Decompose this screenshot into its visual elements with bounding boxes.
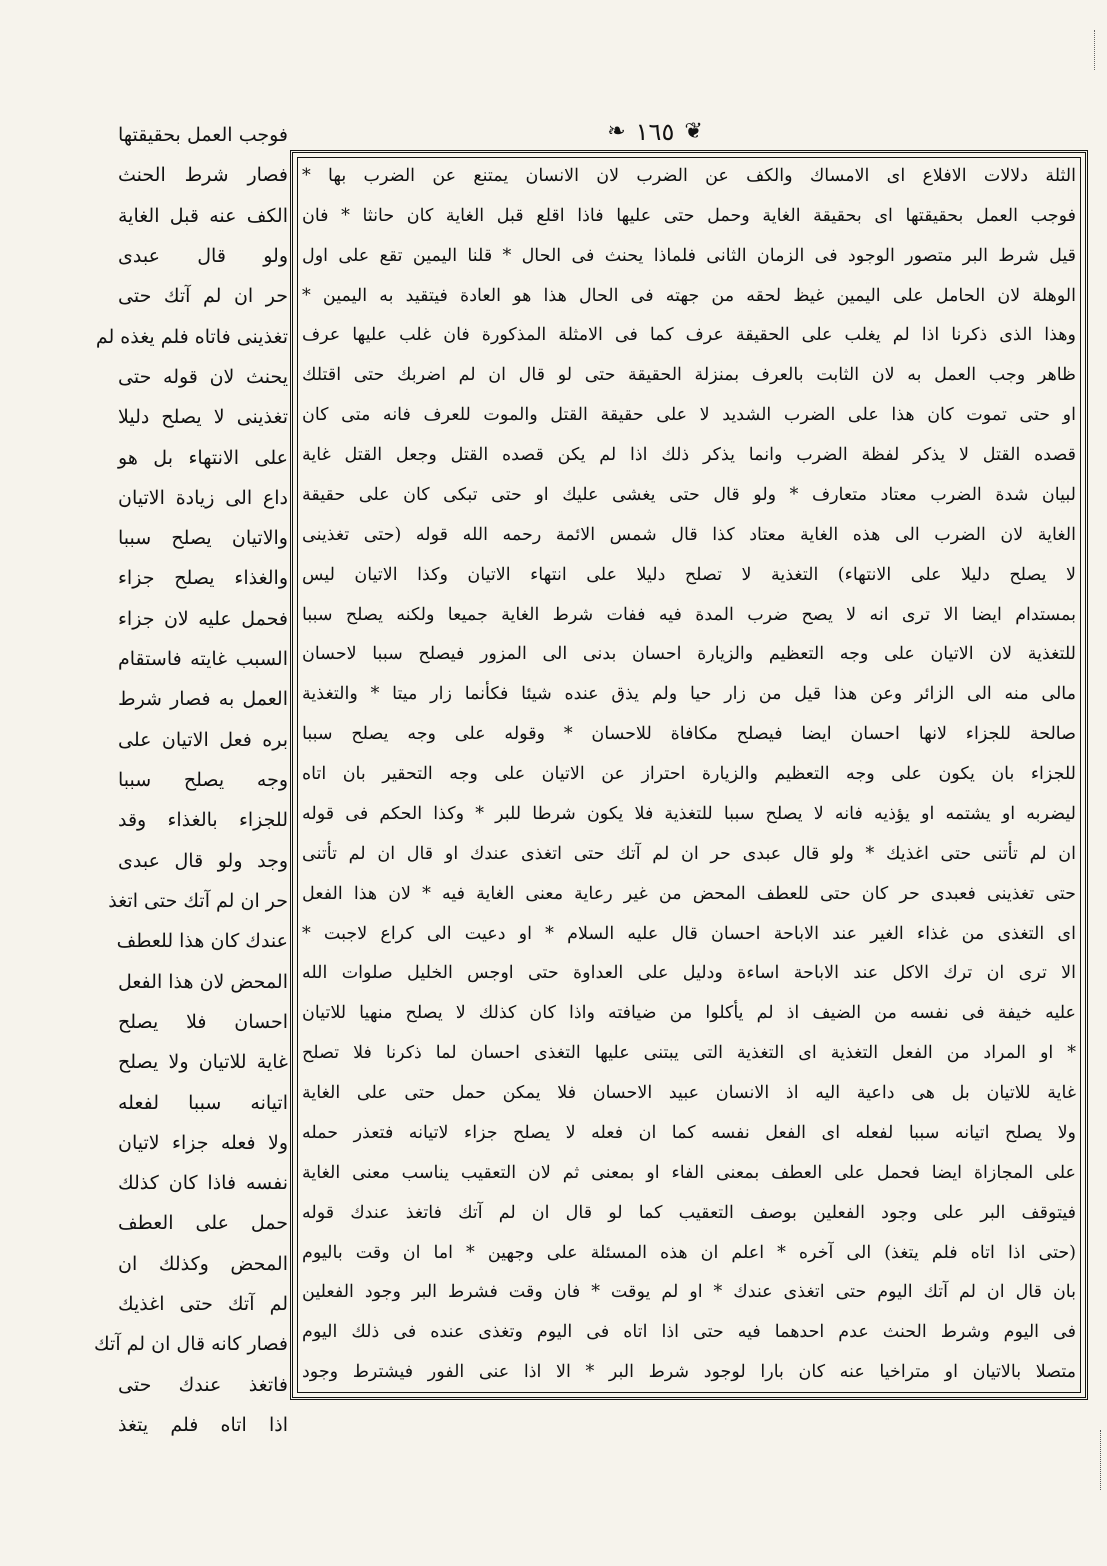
- main-text-line: [302, 555, 1076, 595]
- corner-mark: [1090, 30, 1095, 70]
- main-text-line: [302, 1033, 1076, 1073]
- margin-text-line-text: وجد ولو قال عبدى: [118, 849, 288, 872]
- margin-text-line: [118, 397, 288, 437]
- main-text-line: [302, 754, 1076, 794]
- margin-text-line-text: تغذينى لا يصلح دليلا: [118, 406, 288, 429]
- main-text-line: [302, 395, 1076, 435]
- margin-text-line: [118, 639, 288, 679]
- margin-text-line-text: الكف عنه قبل الغاية: [118, 204, 288, 227]
- margin-text-line: [118, 841, 288, 881]
- main-text-line: [302, 714, 1076, 754]
- main-text-line: [302, 355, 1076, 395]
- main-text-line: [302, 993, 1076, 1033]
- main-text-line: [302, 954, 1076, 994]
- main-text-line: [302, 156, 1076, 196]
- main-text-line: [302, 1073, 1076, 1113]
- main-text-line-text: او حتى تموت كان هذا على الضرب الشديد لا على حقيقة القتل والموت للعرف فانه متى كان: [302, 405, 1076, 426]
- main-text-line-text: فوجب العمل بحقيقتها اى بحقيقة الغاية وحمل حتى عليها فاذا اقلع قبل الغاية كان حانثا * فان: [302, 205, 1076, 226]
- main-text-line-text: ظاهر وجب العمل به لان الثابت بالعرف بمنزلة الحقيقة حتى لو قال ان لم اضربك حتى اقتلك: [302, 365, 1076, 386]
- margin-text-line: [118, 276, 288, 316]
- margin-text-line: [118, 115, 288, 155]
- main-text-line: [302, 435, 1076, 475]
- margin-text-line-text: فصار كانه قال ان لم آتك: [94, 1333, 288, 1356]
- margin-text-line-text: السبب غايته فاستقام: [118, 648, 288, 671]
- margin-text-line-text: وجه يصلح سببا: [118, 769, 288, 791]
- main-text-line: [302, 475, 1076, 515]
- margin-text-line: [118, 760, 288, 800]
- main-text-line-text: الغاية لان الضرب الى هذه الغاية معتاد كذا قال شمس الائمة رحمه الله قوله (حتى تغذينى: [302, 524, 1076, 545]
- margin-text-line: [118, 921, 288, 961]
- margin-text-line-text: فوجب العمل بحقيقتها: [118, 124, 288, 146]
- main-text-line-text: * او المراد من الفعل التغذية اى التغذية التى يبتنى عليها التغذى احسان لما ذكرنا فلا تصلح: [302, 1043, 1076, 1064]
- margin-text-line: [118, 1123, 288, 1163]
- margin-text-line: [118, 155, 288, 195]
- margin-text-line: [118, 357, 288, 397]
- main-text-line-text: فيتوقف البر على وجود الفعلين بوصف التعقيب كما لو قال ان لم آتك فاتغذ عندك قوله: [302, 1202, 1076, 1223]
- main-text-line: [302, 834, 1076, 874]
- main-text-line-text: ليضربه او يشتمه او يؤذيه فانه لا يصلح سببا للتغذية فلا يكون شرطا للبر * وكذا الحكم فى قوله: [302, 803, 1076, 824]
- margin-text-line-text: يحنث لان قوله حتى: [118, 365, 288, 388]
- main-text-line: [302, 236, 1076, 276]
- margin-text-line-text: اتيانه سببا لفعله: [118, 1091, 288, 1114]
- main-text-line-text: صالحة للجزاء لانها احسان ايضا فيصلح مكافاة للاحسان * وقوله على وجه يصلح سببا: [302, 724, 1076, 745]
- edge-mark: [1094, 1430, 1101, 1490]
- margin-text-line-text: عندك كان هذا للعطف: [116, 930, 288, 953]
- main-text-block: [302, 152, 1076, 1396]
- main-text-line: [302, 1113, 1076, 1153]
- main-text-line-text: اى التغذى من غذاء الغير عند الاباحة احسان قال عليه السلام * او دعيت الى كراع لاجبت *: [302, 923, 1076, 944]
- main-text-line-text: مالى منه الى الزائر وعن هذا قيل من زار حيا ولم يذق عنده شيئا فكأنما زار ميتا * والتغذية: [302, 684, 1076, 705]
- margin-text-line-text: حمل على العطف: [118, 1212, 288, 1235]
- margin-text-line: [108, 881, 288, 921]
- margin-text-line: [118, 800, 288, 840]
- main-text-line: [302, 1233, 1076, 1273]
- main-text-line-text: الا ترى ان ترك الاكل عند الاباحة اساءة ودليل على العداوة حتى اوجس الخليل صلوات الله: [302, 963, 1076, 984]
- page-number: ١٦٥: [635, 118, 675, 146]
- margin-text-line-text: حر ان لم آتك حتى اتغذ: [108, 889, 288, 912]
- margin-text-line-text: المحض وكذلك ان: [118, 1252, 288, 1275]
- main-text-line-text: (حتى اذا اتاه فلم يتغذ) الى آخره * اعلم ان هذه المسئلة على وجهين * اما ان وقت باليوم: [302, 1242, 1076, 1263]
- margin-text-line-text: غاية للاتيان ولا يصلح: [118, 1051, 288, 1074]
- margin-text-line-text: والاتيان يصلح سببا: [118, 527, 288, 550]
- main-text-line-text: ان لم تأتنى حتى اغذيك * ولو قال عبدى حر ان لم آتك حتى اتغذى عندك او قال ان لم تأتنى: [302, 843, 1076, 864]
- margin-text-line: [118, 1203, 288, 1243]
- margin-text-line: [118, 1163, 288, 1203]
- main-text-line-text: للتغذية لان الاتيان على وجه التعظيم والزيارة احسان بدنى الى المزور فيصلح سببا لاحسان: [302, 644, 1076, 665]
- margin-text-line: [118, 1284, 288, 1324]
- main-text-line-text: بمستدام ايضا الا ترى انه لا يصح ضرب المدة فيه ففات شرط الغاية جميعا ولكنه يصلح سببا: [302, 604, 1076, 625]
- margin-text-line: [118, 599, 288, 639]
- margin-commentary: [94, 115, 288, 1445]
- margin-text-line-text: ولا فعله جزاء لاتيان: [118, 1131, 288, 1154]
- margin-text-line: [118, 1042, 288, 1082]
- margin-text-line-text: اذا اتاه فلم يتغذ: [118, 1414, 288, 1436]
- margin-text-line-text: احسان فلا يصلح: [118, 1010, 288, 1033]
- margin-text-line-text: فاتغذ عندك حتى: [118, 1373, 288, 1396]
- main-text-line-text: وهذا الذى ذكرنا اذا لم يغلب على الحقيقة عرف كما فى الامثلة المذكورة فان غلب عليها عرف: [302, 325, 1076, 346]
- margin-text-line: [118, 962, 288, 1002]
- ornament-left: ❦: [684, 119, 703, 144]
- main-text-line-text: لا يصلح دليلا على الانتهاء) التغذية لا تصلح دليلا على انتهاء الاتيان وكذا الاتيان ليس: [302, 564, 1076, 585]
- main-text-line: [302, 196, 1076, 236]
- margin-text-line-text: لم آتك حتى اغذيك: [118, 1293, 288, 1316]
- main-text-line: [302, 1312, 1076, 1352]
- main-text-line-text: قيل شرط البر متصور الوجود فى الزمان الثانى فلماذا يحنث فى الحال * قلنا اليمين تقع على اول: [302, 245, 1076, 266]
- ornament-right: ❧: [607, 119, 626, 144]
- margin-text-line-text: للجزاء بالغذاء وقد: [118, 809, 288, 832]
- margin-text-line: [118, 518, 288, 558]
- main-text-line-text: بان قال ان لم آتك اليوم حتى اتغذى عندك * او لم يوقت * فان وقت فشرط البر وجود الفعلين: [302, 1282, 1076, 1303]
- margin-text-line: [118, 1002, 288, 1042]
- margin-text-line-text: فصار شرط الحنث: [118, 164, 288, 187]
- margin-text-line-text: المحض لان هذا الفعل: [117, 970, 288, 993]
- main-text-line: [302, 874, 1076, 914]
- margin-text-line: [95, 317, 288, 357]
- margin-text-line-text: حر ان لم آتك حتى: [118, 285, 288, 308]
- margin-text-line: [118, 679, 288, 719]
- main-text-line-text: على المجازاة ايضا فحمل على العطف بمعنى الفاء او بمعنى ثم لان التعقيب يناسب معنى الغاية: [302, 1162, 1076, 1183]
- margin-text-line: [94, 1324, 288, 1364]
- main-text-line: [302, 595, 1076, 635]
- main-text-line-text: الوهلة لان الحامل على اليمين غيظ لحقه من جهته فى الحال هذا هو العادة فيتقيد به اليمين *: [302, 285, 1076, 306]
- page-header: [560, 112, 750, 152]
- main-text-line: [302, 1273, 1076, 1313]
- main-text-line: [302, 1352, 1076, 1392]
- margin-text-line: [118, 196, 288, 236]
- margin-text-line-text: داع الى زيادة الاتيان: [118, 486, 288, 509]
- main-text-line: [302, 674, 1076, 714]
- margin-text-line: [118, 478, 288, 518]
- main-text-line: [302, 316, 1076, 356]
- main-text-line-text: غاية للاتيان بل هى داعية اليه اذ الانسان عبيد الاحسان فلا يمكن حمل حتى على الغاية: [302, 1083, 1076, 1104]
- margin-text-line-text: فحمل عليه لان جزاء: [118, 607, 288, 630]
- margin-text-line-text: على الانتهاء بل هو: [118, 446, 288, 469]
- margin-text-line-text: العمل به فصار شرط: [118, 688, 288, 711]
- main-text-line: [302, 276, 1076, 316]
- main-text-line-text: حتى تغذينى فعبدى حر كان حتى للعطف المحض من غير رعاية معنى الغاية فيه * لان هذا الفعل: [302, 883, 1076, 904]
- main-text-line-text: للجزاء بان يكون على وجه التعظيم والزيارة احتراز عن الاتيان على وجه التحقير بان اتاه: [302, 764, 1076, 785]
- main-text-line-text: عليه خيفة فى نفسه من الضيف اذ لم يأكلوا من ضيافته واذا كان كذلك لا يصلح منهيا للاتيان: [302, 1003, 1076, 1024]
- main-text-line: [302, 1193, 1076, 1233]
- main-text-line: [302, 635, 1076, 675]
- main-text-line-text: الثلة دلالات الافلاع اى الامساك والكف عن الضرب لان الانسان يمتنع عن الضرب بها *: [302, 165, 1076, 186]
- margin-text-line-text: ولو قال عبدى: [118, 244, 288, 267]
- margin-text-line-text: والغذاء يصلح جزاء: [118, 567, 288, 590]
- margin-text-line: [118, 1083, 288, 1123]
- main-text-line-text: قصده القتل لا يذكر لفظة الضرب وانما يذكر ذلك اذا لم يكن قصده القتل وجعل القتل غاية: [302, 445, 1076, 466]
- margin-text-line: [118, 720, 288, 760]
- margin-text-line: [118, 1405, 288, 1445]
- main-text-line-text: متصلا بالاتيان او متراخيا عنه كان بارا لوجود شرط البر * الا اذا عنى الفور فيشترط وجود: [302, 1362, 1076, 1383]
- margin-text-line-text: نفسه فاذا كان كذلك: [118, 1172, 288, 1195]
- margin-text-line-text: تغذينى فاتاه فلم يغذه لم: [95, 325, 288, 348]
- main-text-line-text: لبيان شدة الضرب معتاد متعارف * ولو قال حتى يغشى عليك او حتى تبكى كان على حقيقة: [302, 484, 1076, 505]
- main-text-line: [302, 794, 1076, 834]
- margin-text-line: [118, 1365, 288, 1405]
- margin-text-line: [118, 558, 288, 598]
- margin-text-line: [118, 438, 288, 478]
- main-text-line-text: فى اليوم وشرط الحنث عدم احدهما فيه حتى اذا اتاه فى اليوم وتغذى عنده فى ذلك اليوم: [302, 1322, 1076, 1343]
- margin-text-line-text: بره فعل الاتيان على: [118, 728, 288, 751]
- main-text-line: [302, 515, 1076, 555]
- margin-text-line: [118, 236, 288, 276]
- main-text-line: [302, 1153, 1076, 1193]
- margin-text-line: [118, 1244, 288, 1284]
- main-text-line: [302, 914, 1076, 954]
- main-text-line-text: ولا يصلح اتيانه سببا لفعله اى الفعل نفسه كما ان فعله لا يصلح جزاء لاتيانه فتعذر حمله: [302, 1122, 1076, 1143]
